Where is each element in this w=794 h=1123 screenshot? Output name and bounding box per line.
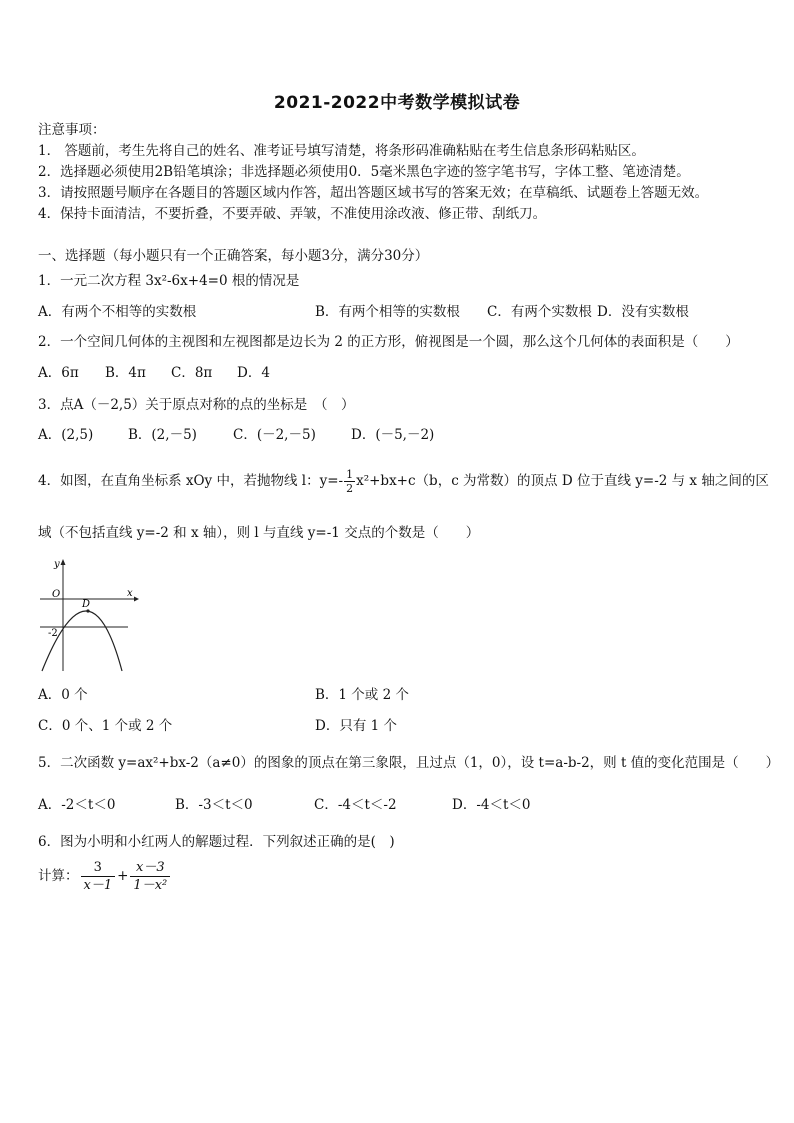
q6-calc-label: 计算： xyxy=(38,868,79,884)
q6-fraction-2 xyxy=(130,859,170,894)
q5-option-c[interactable]: C．-4＜t＜-2 xyxy=(314,797,397,813)
question-5-stem: 5．二次函数 y=ax²+bx-2（a≠0）的图象的顶点在第三象限，且过点（1，0），设 t=a-b-2，则 t 值的变化范围是（ ） xyxy=(38,755,780,771)
q1-option-c[interactable]: C．有两个实数根 xyxy=(487,304,592,320)
label-y: y xyxy=(54,559,60,570)
parabola-curve xyxy=(42,611,122,671)
note-item-1: 1． 答题前，考生先将自己的姓名、准考证号填写清楚，将条形码准确粘贴在考生信息条形码粘贴区。 xyxy=(38,143,645,159)
q6-f2-den: 1－x² xyxy=(133,878,168,893)
q6-fraction-1 xyxy=(81,859,116,894)
question-3-stem: 3．点A（－2,5）关于原点对称的点的坐标是 （ ） xyxy=(38,397,355,413)
label-origin: O xyxy=(52,589,61,600)
section-heading: 一、选择题（每小题只有一个正确答案，每小题3分，满分30分） xyxy=(38,248,429,264)
q5-option-d[interactable]: D．-4＜t＜0 xyxy=(452,797,531,813)
q6-calculation xyxy=(38,856,172,896)
page-title: 2021-2022中考数学模拟试卷 xyxy=(273,93,521,113)
question-1-stem: 1．一元二次方程 3x²-6x+4=0 根的情况是 xyxy=(38,273,300,289)
q4-stem-pre: 4．如图，在直角坐标系 xOy 中，若抛物线 l：y=- xyxy=(38,473,344,489)
q1-option-d[interactable]: D．没有实数根 xyxy=(597,304,689,320)
q4-frac-den: 2 xyxy=(346,482,354,495)
label-d: D xyxy=(82,599,91,610)
q3-option-b[interactable]: B．(2,－5) xyxy=(128,427,197,443)
q2-option-d[interactable]: D．4 xyxy=(237,365,270,381)
q5-option-a[interactable]: A．-2＜t＜0 xyxy=(38,797,116,813)
q4-fraction xyxy=(344,468,355,495)
q1-option-b[interactable]: B．有两个相等的实数根 xyxy=(315,304,460,320)
q3-option-d[interactable]: D．(－5,－2) xyxy=(351,427,435,443)
note-item-4: 4．保持卡面清洁，不要折叠，不要弄破、弄皱，不准使用涂改液、修正带、刮纸刀。 xyxy=(38,206,547,222)
q5-option-b[interactable]: B．-3＜t＜0 xyxy=(175,797,253,813)
label-x: x xyxy=(127,588,133,599)
q1-option-a[interactable]: A．有两个不相等的实数根 xyxy=(38,304,197,320)
question-6-stem: 6．图为小明和小红两人的解题过程．下列叙述正确的是( ) xyxy=(38,834,395,850)
q2-option-c[interactable]: C．8π xyxy=(171,365,213,381)
q2-option-a[interactable]: A．6π xyxy=(38,365,79,381)
q6-plus: + xyxy=(117,868,129,884)
q4-stem-post: x²+bx+c（b，c 为常数）的顶点 D 位于直线 y=-2 与 x 轴之间的区 xyxy=(356,473,769,489)
notes-heading: 注意事项： xyxy=(38,122,106,138)
q4-frac-num: 1 xyxy=(346,468,354,481)
label-minus-2: -2 xyxy=(48,628,58,639)
q3-option-a[interactable]: A．(2,5) xyxy=(38,427,94,443)
question-2-stem: 2．一个空间几何体的主视图和左视图都是边长为 2 的正方形，俯视图是一个圆，那么这个几何体的表面积是（ ） xyxy=(38,334,739,350)
q2-option-b[interactable]: B．4π xyxy=(105,365,146,381)
q6-f1-den: x－1 xyxy=(83,878,113,893)
question-4-stem xyxy=(38,464,769,498)
q4-option-d[interactable]: D．只有 1 个 xyxy=(315,718,397,734)
x-axis-arrow xyxy=(134,597,139,602)
q6-f2-num: x－3 xyxy=(130,859,170,877)
note-item-2: 2．选择题必须使用2B铅笔填涂；非选择题必须使用0．5毫米黑色字迹的签字笔书写，字体工整、笔迹清楚。 xyxy=(38,164,690,180)
q3-option-c[interactable]: C．(－2,－5) xyxy=(233,427,316,443)
note-item-3: 3．请按照题号顺序在各题目的答题区域内作答，超出答题区域书写的答案无效；在草稿纸、试题卷上答题无效。 xyxy=(38,185,709,201)
q4-option-b[interactable]: B．1 个或 2 个 xyxy=(315,687,409,703)
q4-option-a[interactable]: A．0 个 xyxy=(38,687,88,703)
q4-option-c[interactable]: C．0 个、1 个或 2 个 xyxy=(38,718,173,734)
y-axis-arrow xyxy=(61,559,66,565)
q6-f1-num: 3 xyxy=(81,859,116,877)
q4-parabola-figure xyxy=(36,555,140,673)
question-4-stem-line2: 域（不包括直线 y=-2 和 x 轴），则 l 与直线 y=-1 交点的个数是（ ） xyxy=(38,525,480,541)
